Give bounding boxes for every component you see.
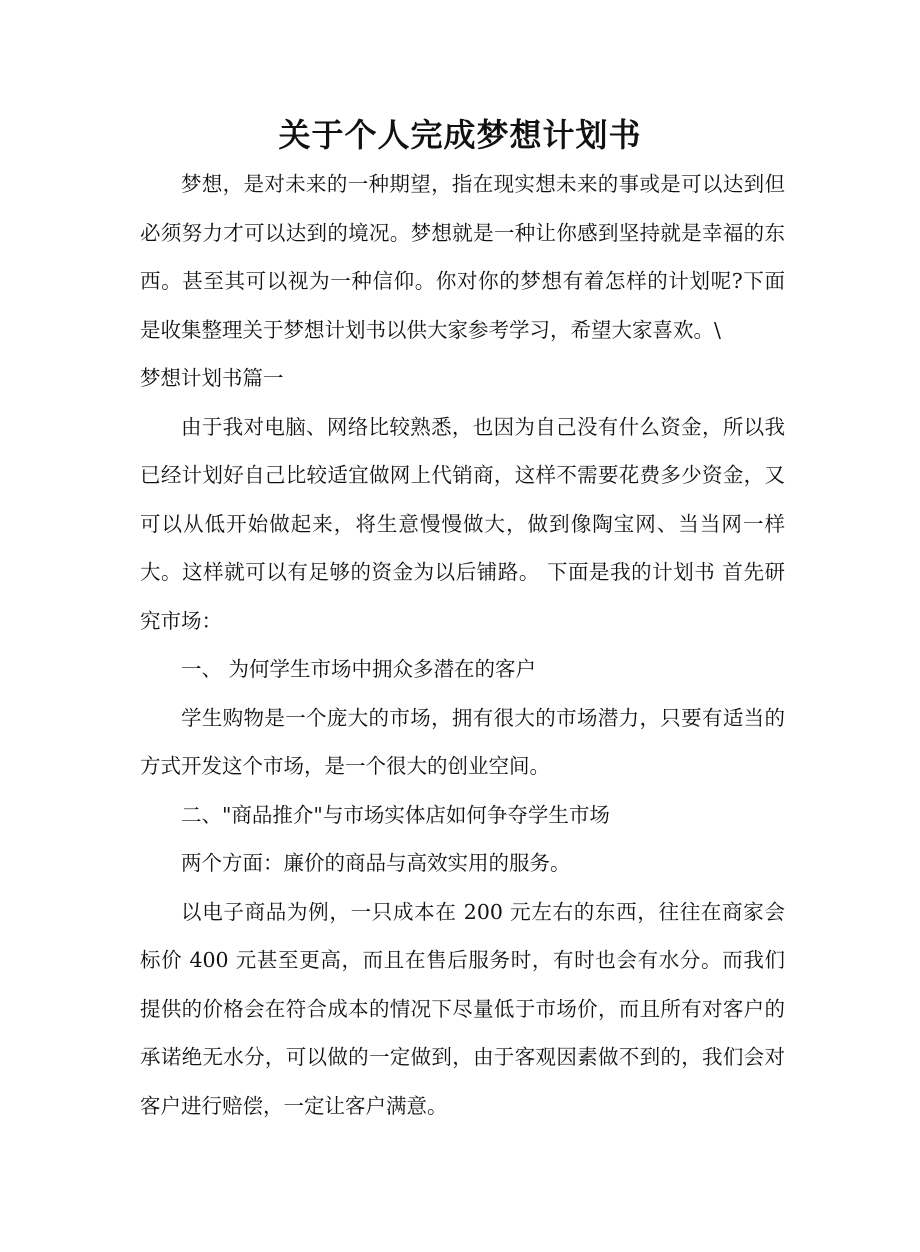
list-item-1: 一、 为何学生市场中拥众多潜在的客户 [181,657,537,681]
list-item-2: 二、"商品推介"与市场实体店如何争夺学生市场 [181,802,610,827]
paragraph-example: 以电子商品为例，一只成本在 200 元左右的东西，往往在商家会标价 400 元甚至更高，而且在售后服务时，有时也会有水分。而我们提供的价格会在符合成本的情况下尽量低于市场价，而且所有对客户的承诺绝无水分，可以做的一定做到，由于客观因素做不到的，我们会对客户进行赔偿，一定让客户满意。 [140,899,785,1118]
document-title: 关于个人完成梦想计划书 [278,116,642,154]
paragraph-intro: 梦想，是对未来的一种期望，指在现实想未来的事或是可以达到但必须努力才可以达到的境况。梦想就是一种让你感到坚持就是幸福的东西。甚至其可以视为一种信仰。你对你的梦想有着怎样的计划呢?下面是收集整理关于梦想计划书以供大家参考学习，希望大家喜欢。\ [140,172,785,342]
section-heading: 梦想计划书篇一 [140,366,284,390]
paragraph-plan: 由于我对电脑、网络比较熟悉，也因为自己没有什么资金，所以我已经计划好自己比较适宜做网上代销商，这样不需要花费多少资金，又可以从低开始做起来，将生意慢慢做大，做到像陶宝网、当当网一样大。这样就可以有足够的资金为以后铺路。 下面是我的计划书 首先研究市场： [140,414,785,633]
document-body [140,160,785,1130]
paragraph-aspects: 两个方面：廉价的商品与高效实用的服务。 [181,851,571,875]
paragraph-market: 学生购物是一个庞大的市场，拥有很大的市场潜力，只要有适当的方式开发这个市场，是一个很大的创业空间。 [140,705,785,778]
